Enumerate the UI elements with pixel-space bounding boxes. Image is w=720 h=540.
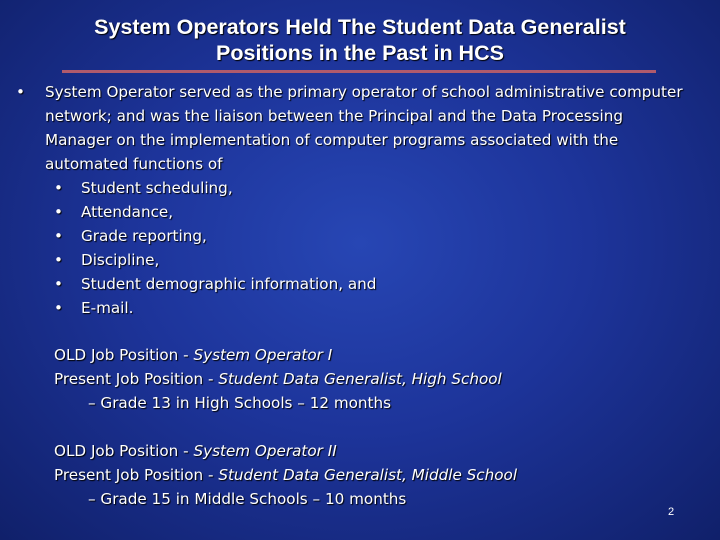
list-item-text: Student demographic information, and [81, 275, 377, 293]
list-item-text: Attendance, [81, 203, 174, 221]
list-item [0, 296, 720, 320]
bullet-dot-icon: • [54, 227, 63, 245]
bullet-dot-icon: • [54, 203, 63, 221]
list-item-text: Student scheduling, [81, 179, 233, 197]
present-job-value: Student Data Generalist, High School [218, 370, 502, 388]
bullet-dot-icon: • [16, 83, 25, 101]
title-underline [62, 70, 656, 73]
main-bullet-text: System Operator served as the primary operator of school administrative computer network; and was the liaison between the Principal and the Data Processing Manager on the implementation of computer programs associated with the automated functions of [45, 83, 683, 173]
present-job-label: Present Job Position - [54, 466, 219, 484]
present-job-label: Present Job Position - [54, 370, 219, 388]
bullet-dot-icon: • [54, 299, 63, 317]
list-item [0, 176, 720, 200]
list-item [0, 200, 720, 224]
list-item [0, 248, 720, 272]
list-item [0, 224, 720, 248]
present-job-position [54, 367, 694, 391]
grade-line: – Grade 13 in High Schools – 12 months [88, 394, 392, 412]
list-item-text: E-mail. [81, 299, 134, 317]
old-job-label: OLD Job Position - [54, 346, 194, 364]
page-number: 2 [668, 506, 675, 518]
old-job-value: System Operator II [193, 442, 337, 460]
old-job-label: OLD Job Position - [54, 442, 194, 460]
function-list [0, 176, 720, 320]
main-bullet [0, 80, 720, 176]
slide-body [0, 80, 720, 320]
slide-title-line-2: Positions in the Past in HCS [216, 41, 504, 65]
list-item-text: Discipline, [81, 251, 160, 269]
list-item-text: Grade reporting, [81, 227, 207, 245]
bullet-dot-icon: • [54, 179, 63, 197]
bullet-dot-icon: • [54, 251, 63, 269]
old-job-position [54, 439, 694, 463]
old-job-value: System Operator I [193, 346, 333, 364]
job-position-block-2 [54, 439, 694, 511]
job-position-block-1 [54, 343, 694, 415]
present-job-value: Student Data Generalist, Middle School [218, 466, 518, 484]
bullet-dot-icon: • [54, 275, 63, 293]
old-job-position [54, 343, 694, 367]
grade-line: – Grade 15 in Middle Schools – 10 months [88, 490, 407, 508]
present-job-position [54, 463, 694, 487]
slide-title-line-1: System Operators Held The Student Data Generalist [94, 15, 626, 39]
slide-title [40, 14, 680, 66]
list-item [0, 272, 720, 296]
